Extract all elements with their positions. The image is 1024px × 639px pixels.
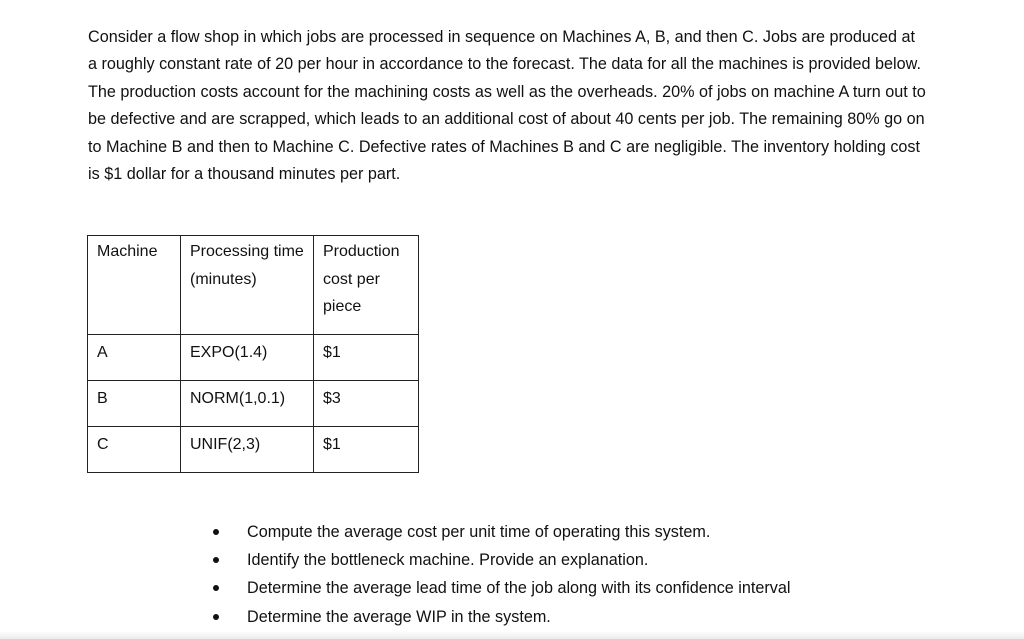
machine-cell	[88, 381, 181, 427]
header-machine: Machine	[97, 243, 158, 260]
task-text: Determine the average WIP in the system.	[247, 607, 551, 626]
bullet-icon	[213, 585, 219, 591]
table-row	[88, 427, 419, 473]
processing-time-value: NORM(1,0.1)	[190, 390, 286, 407]
problem-statement: Consider a flow shop in which jobs are processed in sequence on Machines A, B, and then C. Jobs are produced at a roughly constant rate of 20 per hour in accordance to the forecast. The data for all the machines is provided below. The production costs account for the machining costs as well as the overheads. 20% of jobs on machine A turn out to be defective and are scrapped, which leads to an additional cost of about 40 cents per job. The remaining 80% go on to Machine B and then to Machine C. Defective rates of Machines B and C are negligible. The inventory holding cost is $1 dollar for a thousand minutes per part.	[88, 28, 926, 184]
bullet-icon	[213, 614, 219, 620]
production-cost-cell	[314, 335, 419, 381]
table-row	[88, 335, 419, 381]
bullet-icon	[213, 529, 219, 535]
processing-time-cell	[181, 335, 314, 381]
production-cost-value: $1	[323, 436, 341, 453]
header-machine-cell	[88, 236, 181, 335]
header-production-cost: Production cost per piece	[323, 243, 400, 315]
header-processing-time-cell	[181, 236, 314, 335]
header-production-cost-cell	[314, 236, 419, 335]
machine-id: B	[97, 390, 108, 407]
machine-cell	[88, 427, 181, 473]
production-cost-value: $3	[323, 390, 341, 407]
list-item	[213, 546, 791, 574]
page-bottom-edge	[0, 631, 1024, 639]
table-header-row	[88, 236, 419, 335]
table-row	[88, 381, 419, 427]
list-item	[213, 603, 791, 631]
task-text: Identify the bottleneck machine. Provide an explanation.	[247, 551, 649, 570]
list-item	[213, 518, 791, 546]
processing-time-cell	[181, 427, 314, 473]
task-text: Determine the average lead time of the job along with its confidence interval	[247, 579, 791, 598]
processing-time-value: UNIF(2,3)	[190, 436, 261, 453]
bullet-icon	[213, 557, 219, 563]
task-text: Compute the average cost per unit time of operating this system.	[247, 523, 711, 541]
production-cost-cell	[314, 381, 419, 427]
machine-id: C	[97, 436, 109, 453]
machine-data-table	[87, 235, 419, 473]
processing-time-value: EXPO(1.4)	[190, 344, 268, 361]
production-cost-value: $1	[323, 344, 341, 361]
production-cost-cell	[314, 427, 419, 473]
machine-cell	[88, 335, 181, 381]
header-processing-time: Processing time (minutes)	[190, 243, 304, 288]
processing-time-cell	[181, 381, 314, 427]
machine-id: A	[97, 344, 108, 361]
list-item	[213, 574, 791, 602]
task-list	[213, 518, 791, 631]
